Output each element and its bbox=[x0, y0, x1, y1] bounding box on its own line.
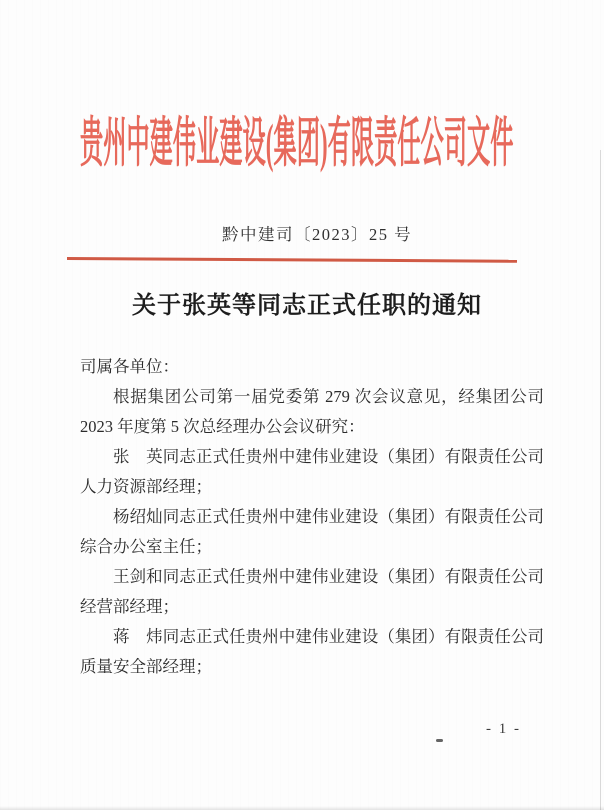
body-line: 根据集团公司第一届党委第 279 次会议意见，经集团公司 bbox=[113, 387, 544, 406]
page-bottom-shadow bbox=[0, 806, 604, 810]
body-line: 蒋 炜同志正式任贵州中建伟业建设（集团）有限责任公司 bbox=[113, 627, 544, 646]
body-line: 王剑和同志正式任贵州中建伟业建设（集团）有限责任公司 bbox=[113, 567, 544, 586]
body-line: 质量安全部经理； bbox=[80, 657, 212, 676]
body-line: 经营部经理； bbox=[80, 597, 179, 616]
body-line: 张 英同志正式任贵州中建伟业建设（集团）有限责任公司 bbox=[113, 447, 544, 466]
body-line: 人力资源部经理； bbox=[80, 477, 212, 496]
notice-title: 关于张英等同志正式任职的通知 bbox=[132, 293, 482, 319]
document-number: 黔中建司〔2023〕25 号 bbox=[221, 225, 413, 244]
scan-edge-artifact bbox=[600, 150, 601, 810]
body-line: 2023 年度第 5 次总经理办公会议研究： bbox=[80, 417, 365, 436]
notice-body bbox=[80, 352, 544, 682]
body-line: 杨绍灿同志正式任贵州中建伟业建设（集团）有限责任公司 bbox=[113, 507, 544, 526]
body-line: 综合办公室主任； bbox=[80, 537, 212, 556]
page-number: - 1 - bbox=[486, 721, 521, 737]
salutation-line: 司属各单位： bbox=[80, 357, 179, 376]
red-divider-line bbox=[67, 257, 517, 263]
letterhead-org-title: 贵州中建伟业建设(集团)有限责任公司文件 bbox=[80, 113, 514, 173]
scan-ink-speck bbox=[436, 739, 443, 742]
